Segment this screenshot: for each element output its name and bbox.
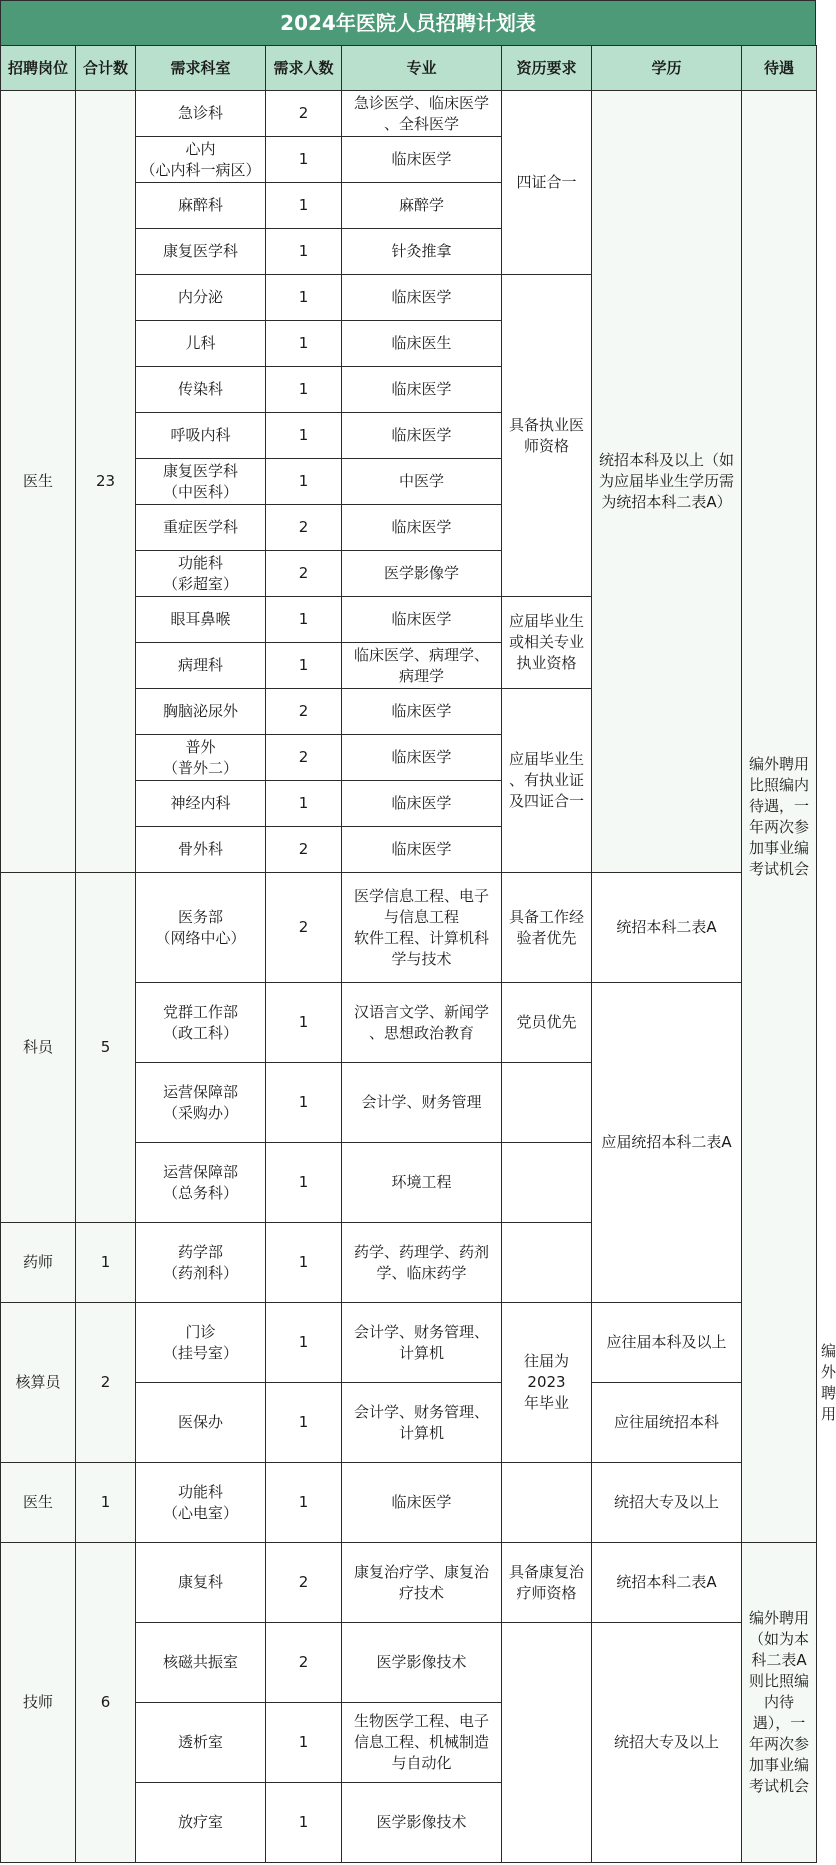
- header-dept: 需求科室: [136, 46, 266, 91]
- dept-cell: 急诊科: [136, 91, 266, 137]
- qual-cell: [502, 1063, 592, 1143]
- post-cell: 医生: [1, 1463, 76, 1543]
- major-cell: 麻醉学: [342, 183, 502, 229]
- major-cell: 临床医学: [342, 367, 502, 413]
- major-cell: 会计学、财务管理: [342, 1063, 502, 1143]
- num-cell: 1: [266, 1303, 342, 1383]
- total-cell: 23: [76, 91, 136, 873]
- dept-cell: 医务部 （网络中心）: [136, 873, 266, 983]
- total-cell: 2: [76, 1303, 136, 1463]
- post-cell: 技师: [1, 1543, 76, 1863]
- major-cell: 生物医学工程、电子 信息工程、机械制造 与自动化: [342, 1703, 502, 1783]
- post-cell: 医生: [1, 91, 76, 873]
- major-cell: 会计学、财务管理、 计算机: [342, 1383, 502, 1463]
- edu-cell: 应届统招本科二表A: [592, 983, 742, 1303]
- qual-cell: 党员优先: [502, 983, 592, 1063]
- num-cell: 1: [266, 1463, 342, 1543]
- num-cell: 1: [266, 367, 342, 413]
- num-cell: 1: [266, 643, 342, 689]
- qual-cell: [502, 1623, 592, 1863]
- num-cell: 1: [266, 1063, 342, 1143]
- dept-cell: 胸脑泌尿外: [136, 689, 266, 735]
- num-cell: 2: [266, 735, 342, 781]
- num-cell: 1: [266, 1223, 342, 1303]
- num-cell: 1: [266, 275, 342, 321]
- table-row: [1, 1463, 817, 1543]
- edu-cell: 应往届统招本科: [592, 1383, 742, 1463]
- dept-cell: 普外 （普外二）: [136, 735, 266, 781]
- dept-cell: 儿科: [136, 321, 266, 367]
- table-row: [1, 1543, 817, 1623]
- major-cell: 临床医学: [342, 597, 502, 643]
- dept-cell: 运营保障部 （总务科）: [136, 1143, 266, 1223]
- total-cell: 6: [76, 1543, 136, 1863]
- major-cell: 医学信息工程、电子 与信息工程 软件工程、计算机科 学与技术: [342, 873, 502, 983]
- major-cell: 临床医学: [342, 505, 502, 551]
- header-major: 专业: [342, 46, 502, 91]
- dept-cell: 放疗室: [136, 1783, 266, 1863]
- major-cell: 康复治疗学、康复治 疗技术: [342, 1543, 502, 1623]
- qual-cell: 应届毕业生 或相关专业 执业资格: [502, 597, 592, 689]
- major-cell: 药学、药理学、药剂 学、临床药学: [342, 1223, 502, 1303]
- dept-cell: 运营保障部 （采购办）: [136, 1063, 266, 1143]
- dept-cell: 呼吸内科: [136, 413, 266, 459]
- dept-cell: 康复科: [136, 1543, 266, 1623]
- header-edu: 学历: [592, 46, 742, 91]
- num-cell: 2: [266, 873, 342, 983]
- num-cell: 2: [266, 91, 342, 137]
- num-cell: 1: [266, 321, 342, 367]
- num-cell: 2: [266, 827, 342, 873]
- num-cell: 1: [266, 1703, 342, 1783]
- num-cell: 1: [266, 1383, 342, 1463]
- qual-cell: 具备康复治 疗师资格: [502, 1543, 592, 1623]
- post-cell: 核算员: [1, 1303, 76, 1463]
- header-qual: 资历要求: [502, 46, 592, 91]
- dept-cell: 心内 （心内科一病区）: [136, 137, 266, 183]
- major-cell: 临床医学: [342, 827, 502, 873]
- qual-cell: 具备工作经 验者优先: [502, 873, 592, 983]
- edu-cell: 统招本科二表A: [592, 873, 742, 983]
- major-cell: 临床医学: [342, 781, 502, 827]
- major-cell: 环境工程: [342, 1143, 502, 1223]
- num-cell: 1: [266, 781, 342, 827]
- qual-cell: 往届为2023 年毕业: [502, 1303, 592, 1463]
- total-cell: 1: [76, 1463, 136, 1543]
- major-cell: 临床医学: [342, 1463, 502, 1543]
- table-row: [1, 873, 817, 983]
- num-cell: 1: [266, 597, 342, 643]
- edu-cell: 统招大专及以上: [592, 1623, 742, 1863]
- dept-cell: 病理科: [136, 643, 266, 689]
- num-cell: 2: [266, 1623, 342, 1703]
- post-cell: 药师: [1, 1223, 76, 1303]
- dept-cell: 康复医学科 （中医科）: [136, 459, 266, 505]
- dept-cell: 药学部 （药剂科）: [136, 1223, 266, 1303]
- header-num: 需求人数: [266, 46, 342, 91]
- dept-cell: 内分泌: [136, 275, 266, 321]
- num-cell: 1: [266, 413, 342, 459]
- major-cell: 临床医学: [342, 413, 502, 459]
- major-cell: 临床医学、病理学、 病理学: [342, 643, 502, 689]
- header-total: 合计数: [76, 46, 136, 91]
- dept-cell: 门诊 （挂号室）: [136, 1303, 266, 1383]
- header-row: [1, 46, 817, 91]
- major-cell: 医学影像技术: [342, 1623, 502, 1703]
- num-cell: 1: [266, 1783, 342, 1863]
- qual-cell: [502, 1463, 592, 1543]
- num-cell: 2: [266, 551, 342, 597]
- qual-cell: 四证合一: [502, 91, 592, 275]
- total-cell: 1: [76, 1223, 136, 1303]
- dept-cell: 医保办: [136, 1383, 266, 1463]
- num-cell: 1: [266, 1143, 342, 1223]
- major-cell: 临床医学: [342, 137, 502, 183]
- header-treat: 待遇: [742, 46, 817, 91]
- num-cell: 1: [266, 183, 342, 229]
- dept-cell: 神经内科: [136, 781, 266, 827]
- dept-cell: 康复医学科: [136, 229, 266, 275]
- dept-cell: 传染科: [136, 367, 266, 413]
- dept-cell: 核磁共振室: [136, 1623, 266, 1703]
- table-row: 核算员 2 门诊 （挂号室） 1 会计学、财务管理、 计算机 往届为2023 年毕业 应往届本科及以上 编外 聘用: [1, 1303, 817, 1383]
- major-cell: 汉语言文学、新闻学 、思想政治教育: [342, 983, 502, 1063]
- dept-cell: 重症医学科: [136, 505, 266, 551]
- major-cell: 临床医学: [342, 689, 502, 735]
- major-cell: 医学影像技术: [342, 1783, 502, 1863]
- dept-cell: 功能科 （心电室）: [136, 1463, 266, 1543]
- treat-cell: 编外聘用 （如为本 科二表A 则比照编 内待 遇），一 年两次参 加事业编 考试机会: [742, 1543, 817, 1863]
- edu-cell: 应往届本科及以上: [592, 1303, 742, 1383]
- num-cell: 2: [266, 689, 342, 735]
- dept-cell: 眼耳鼻喉: [136, 597, 266, 643]
- qual-cell: [502, 1143, 592, 1223]
- dept-cell: 功能科 （彩超室）: [136, 551, 266, 597]
- num-cell: 1: [266, 137, 342, 183]
- num-cell: 1: [266, 229, 342, 275]
- major-cell: 临床医学: [342, 735, 502, 781]
- edu-cell: 统招大专及以上: [592, 1463, 742, 1543]
- post-cell: 科员: [1, 873, 76, 1223]
- qual-cell: 应届毕业生 、有执业证 及四证合一: [502, 689, 592, 873]
- dept-cell: 党群工作部 （政工科）: [136, 983, 266, 1063]
- major-cell: 急诊医学、临床医学 、全科医学: [342, 91, 502, 137]
- major-cell: 中医学: [342, 459, 502, 505]
- major-cell: 临床医学: [342, 275, 502, 321]
- major-cell: 针灸推拿: [342, 229, 502, 275]
- major-cell: 会计学、财务管理、 计算机: [342, 1303, 502, 1383]
- dept-cell: 麻醉科: [136, 183, 266, 229]
- major-cell: 临床医生: [342, 321, 502, 367]
- num-cell: 1: [266, 983, 342, 1063]
- dept-cell: 骨外科: [136, 827, 266, 873]
- num-cell: 2: [266, 505, 342, 551]
- edu-cell: 统招本科二表A: [592, 1543, 742, 1623]
- major-cell: 医学影像学: [342, 551, 502, 597]
- num-cell: 1: [266, 459, 342, 505]
- total-cell: 5: [76, 873, 136, 1223]
- qual-cell: 具备执业医 师资格: [502, 275, 592, 597]
- header-post: 招聘岗位: [1, 46, 76, 91]
- treat-cell: 编外聘用 比照编内 待遇，一 年两次参 加事业编 考试机会: [742, 91, 817, 1543]
- recruitment-table: [0, 45, 836, 1863]
- num-cell: 2: [266, 1543, 342, 1623]
- qual-cell: [502, 1223, 592, 1303]
- dept-cell: 透析室: [136, 1703, 266, 1783]
- table-row: [1, 91, 817, 137]
- edu-cell: 统招本科及以上（如 为应届毕业生学历需 为统招本科二表A）: [592, 91, 742, 873]
- table-title: 2024年医院人员招聘计划表: [0, 0, 816, 45]
